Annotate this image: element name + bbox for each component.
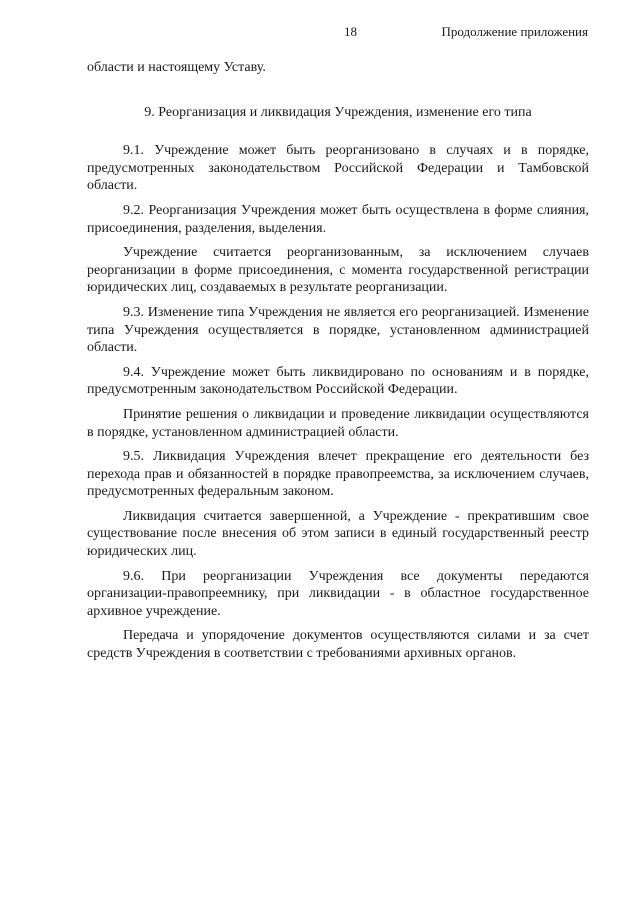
continuation-label: Продолжение приложения: [441, 24, 588, 39]
paragraph-9-4: 9.4. Учреждение может быть ликвидировано по основаниям и в порядке, предусмотренным законодательством Российской Федерации.: [87, 364, 589, 398]
paragraph-reorganization-moment: Учреждение считается реорганизованным, за исключением случаев реорганизации в форме присоединения, с момента государственной регистрации юридических лиц, создаваемых в результате реорганизации.: [87, 245, 589, 296]
intro-line: области и настоящему Уставу.: [87, 60, 266, 75]
paragraph-documents-transfer: Передача и упорядочение документов осуществляются силами и за счет средств Учреждения в соответствии с требованиями архивных органов.: [87, 628, 589, 662]
paragraph-liquidation-decision: Принятие решения о ликвидации и проведение ликвидации осуществляются в порядке, установленном администрацией области.: [87, 406, 589, 440]
paragraph-liquidation-complete: Ликвидация считается завершенной, а Учреждение - прекратившим свое существование после внесения об этом записи в единый государственный реестр юридических лиц.: [87, 508, 589, 560]
paragraph-9-3: 9.3. Изменение типа Учреждения не является его реорганизацией. Изменение типа Учреждения осуществляется в порядке, установленном администрацией области.: [87, 304, 589, 356]
paragraph-9-6: 9.6. При реорганизации Учреждения все документы передаются организации-правопреемнику, при ликвидации - в областное государственное архивное учреждение.: [87, 568, 589, 619]
section-title: 9. Реорганизация и ликвидация Учреждения, изменение его типа: [144, 104, 532, 120]
document-body: [87, 59, 589, 663]
paragraph-9-5: 9.5. Ликвидация Учреждения влечет прекращение его деятельности без перехода прав и обязанностей в порядке правопреемства, за исключением случаев, предусмотренных федеральным законом.: [87, 449, 589, 500]
page-header: [0, 24, 640, 44]
paragraph-9-1: 9.1. Учреждение может быть реорганизовано в случаях и в порядке, предусмотренных законодательством Российской Федерации и Тамбовской области.: [87, 143, 589, 194]
paragraph-9-2: 9.2. Реорганизация Учреждения может быть осуществлена в форме слияния, присоединения, разделения, выделения.: [87, 202, 589, 236]
page-number: 18: [344, 24, 357, 39]
